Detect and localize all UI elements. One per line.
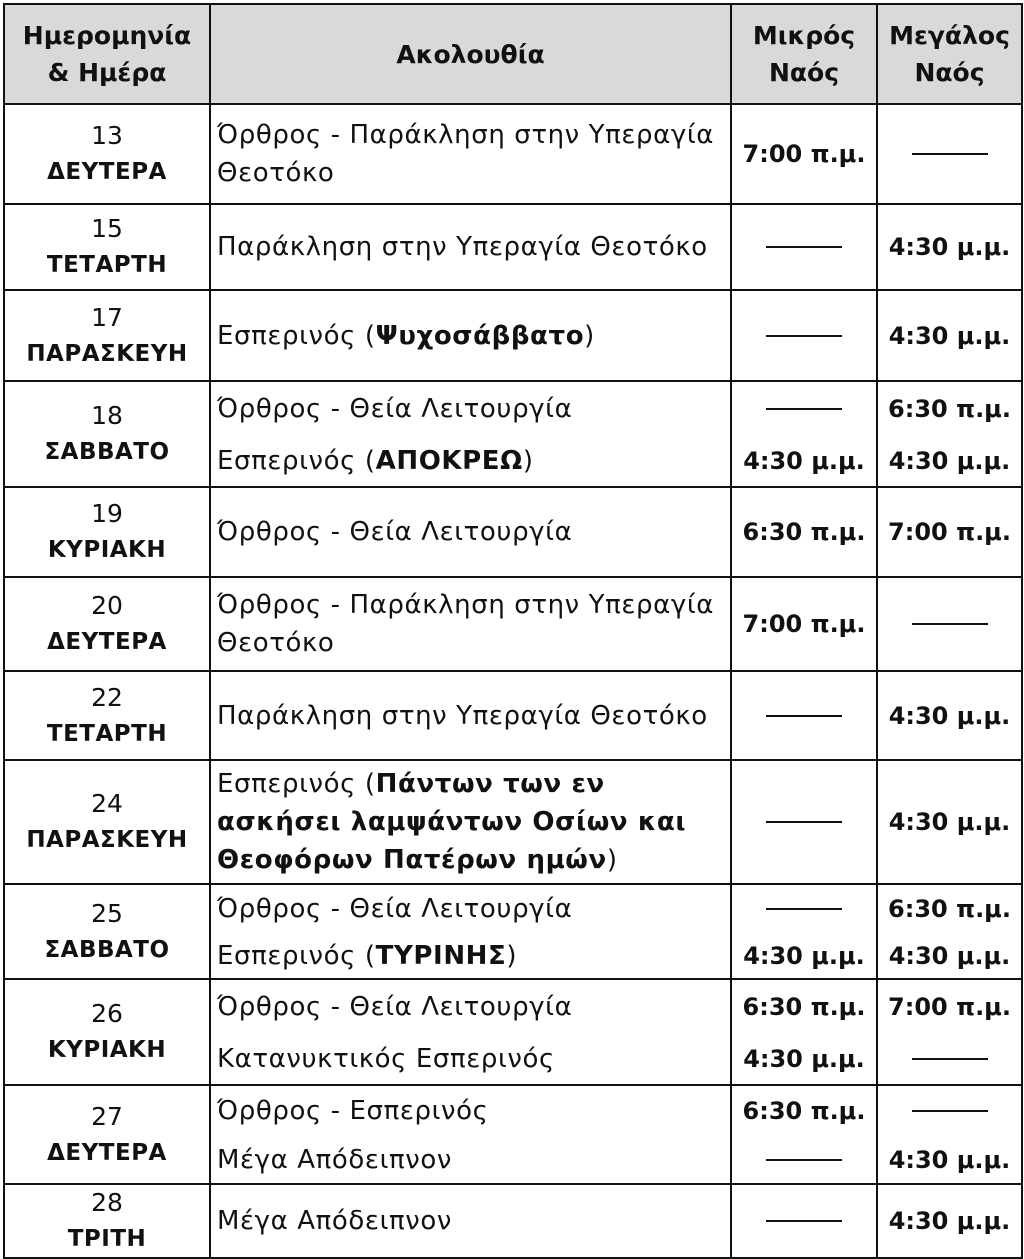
no-service-dash	[912, 623, 988, 625]
no-service-dash	[766, 1159, 842, 1161]
header-big-line-2: Ναός	[914, 58, 985, 87]
no-service-dash	[766, 1220, 842, 1222]
date-number: 24	[91, 789, 123, 818]
small-church-time-cell	[731, 1085, 877, 1184]
service-line	[217, 1136, 730, 1183]
day-name: ΣΑΒΒΑΤΟ	[44, 936, 170, 963]
day-name: ΔΕΥΤΕΡΑ	[47, 159, 167, 185]
big-church-time-cell	[877, 671, 1022, 760]
service-name: )	[584, 320, 595, 351]
big-church-time-slot	[878, 436, 1021, 486]
no-service-dash	[766, 246, 842, 248]
no-service-dash	[766, 335, 842, 337]
big-church-time-slot	[878, 291, 1021, 380]
date-number: 18	[91, 401, 123, 430]
service-feast-name: Πάντων των εν ασκήσει λαμψάντων Οσίων και Θεοφόρων Πατέρων ημών	[217, 769, 687, 875]
service-cell	[210, 290, 731, 381]
service-cell	[210, 381, 731, 487]
service-text	[217, 890, 572, 928]
service-cell	[210, 760, 731, 884]
big-church-time-slot	[878, 1186, 1021, 1256]
date-cell	[4, 979, 210, 1085]
schedule-row	[4, 1184, 1022, 1258]
service-name: Όρθρος - Παράκληση στην Υπεραγία Θεοτόκο	[217, 590, 715, 658]
service-name: )	[522, 446, 534, 476]
date-number: 26	[91, 999, 123, 1028]
service-name: Παράκληση στην Υπεραγία Θεοτόκο	[217, 232, 708, 262]
big-church-time-slot	[878, 488, 1021, 576]
small-church-time-cell	[731, 104, 877, 204]
service-line	[217, 205, 730, 289]
service-feast-name: Ψυχοσάββατο	[375, 320, 585, 351]
service-line	[217, 885, 730, 933]
service-line	[217, 672, 730, 759]
small-church-time-cell	[731, 884, 877, 979]
header-date-line-2: & Ημέρα	[47, 58, 167, 87]
date-number: 15	[91, 214, 123, 243]
big-church-time: 7:00 π.μ.	[888, 518, 1011, 546]
small-church-time-slot	[732, 1186, 876, 1256]
big-church-time-cell	[877, 381, 1022, 487]
service-line	[217, 933, 730, 978]
day-name: ΚΥΡΙΑΚΗ	[47, 537, 167, 563]
small-church-time-slot	[732, 672, 876, 759]
date-cell	[4, 671, 210, 760]
date-number: 28	[91, 1188, 123, 1217]
no-service-dash	[766, 715, 842, 717]
small-church-time-cell	[731, 381, 877, 487]
small-church-time-slot	[732, 291, 876, 380]
schedule-row	[4, 487, 1022, 577]
header-small-line-2: Ναός	[768, 58, 840, 87]
day-name: ΠΑΡΑΣΚΕΥΗ	[26, 340, 188, 367]
schedule-row	[4, 104, 1022, 204]
schedule-row	[4, 979, 1022, 1085]
day-name: ΣΑΒΒΑΤΟ	[44, 439, 170, 465]
small-church-time-slot	[732, 980, 876, 1034]
big-church-time-cell	[877, 979, 1022, 1085]
small-church-time-slot	[732, 436, 876, 486]
big-church-time: 4:30 μ.μ.	[888, 321, 1011, 350]
big-church-time: 4:30 μ.μ.	[888, 447, 1011, 475]
small-church-time-cell	[731, 760, 877, 884]
header-big-line-1: Μεγάλος	[889, 21, 1010, 50]
big-church-time-slot	[878, 933, 1021, 978]
service-line	[217, 1086, 730, 1136]
big-church-time-slot	[878, 578, 1021, 670]
schedule-row	[4, 1085, 1022, 1184]
date-number: 25	[91, 898, 123, 928]
small-church-time: 4:30 μ.μ.	[743, 447, 865, 475]
big-church-time-cell	[877, 884, 1022, 979]
schedule-row	[4, 884, 1022, 979]
service-text	[217, 937, 517, 975]
service-text	[217, 586, 730, 662]
small-church-time: 4:30 μ.μ.	[743, 941, 865, 970]
service-line	[217, 980, 730, 1034]
small-church-time: 4:30 μ.μ.	[743, 1045, 865, 1073]
service-name: Όρθρος - Εσπερινός	[217, 1096, 489, 1126]
small-church-time-slot	[732, 115, 876, 193]
service-text	[217, 1141, 452, 1179]
service-line	[217, 488, 730, 576]
service-line	[217, 1186, 730, 1256]
service-text	[217, 228, 708, 266]
service-cell	[210, 884, 731, 979]
service-line	[217, 1034, 730, 1084]
date-number: 19	[91, 499, 123, 528]
service-name: Όρθρος - Θεία Λειτουργία	[217, 394, 573, 424]
service-text	[217, 765, 730, 879]
service-name: Όρθρος - Θεία Λειτουργία	[217, 894, 573, 924]
schedule-row	[4, 381, 1022, 487]
big-church-time-slot	[878, 1034, 1021, 1084]
small-church-time-cell	[731, 1184, 877, 1258]
date-number: 22	[91, 682, 123, 712]
big-church-time-slot	[878, 115, 1021, 193]
header-service: Ακολουθία	[210, 4, 731, 104]
header-date-line-1: Ημερομηνία	[22, 21, 192, 50]
service-name: Παράκληση στην Υπεραγία Θεοτόκο	[217, 700, 708, 731]
big-church-time-cell	[877, 290, 1022, 381]
date-cell	[4, 204, 210, 290]
date-cell	[4, 290, 210, 381]
day-name: ΔΕΥΤΕΡΑ	[47, 629, 167, 655]
schedule-row	[4, 671, 1022, 760]
small-church-time-slot	[732, 578, 876, 670]
service-cell	[210, 204, 731, 290]
service-cell	[210, 1184, 731, 1258]
date-cell	[4, 1184, 210, 1258]
schedule-table	[3, 3, 1023, 1259]
big-church-time-slot	[878, 205, 1021, 289]
service-name: Εσπερινός (	[217, 940, 376, 971]
small-church-time-cell	[731, 290, 877, 381]
day-name: ΚΥΡΙΑΚΗ	[47, 1037, 167, 1063]
service-text	[217, 988, 572, 1026]
small-church-time-slot	[732, 1136, 876, 1183]
small-church-time: 6:30 π.μ.	[742, 518, 866, 546]
service-name: Εσπερινός (	[217, 769, 376, 799]
service-cell	[210, 979, 731, 1085]
big-church-time: 4:30 μ.μ.	[888, 808, 1011, 836]
service-text	[217, 697, 708, 735]
service-text	[217, 513, 572, 551]
service-name: Κατανυκτικός Εσπερινός	[217, 1044, 555, 1074]
service-name: Μέγα Απόδειπνον	[217, 1206, 452, 1236]
service-line	[217, 115, 730, 193]
service-text	[217, 1202, 452, 1240]
small-church-time-slot	[732, 382, 876, 436]
small-church-time-slot	[732, 205, 876, 289]
big-church-time-slot	[878, 885, 1021, 933]
service-line	[217, 291, 730, 380]
service-text	[217, 442, 534, 480]
service-text	[217, 390, 572, 428]
small-church-time: 6:30 π.μ.	[742, 1097, 866, 1125]
service-line	[217, 436, 730, 486]
date-number: 27	[91, 1101, 123, 1131]
big-church-time: 4:30 μ.μ.	[888, 1207, 1011, 1235]
small-church-time-slot	[732, 761, 876, 883]
big-church-time: 4:30 μ.μ.	[888, 701, 1011, 730]
big-church-time-cell	[877, 204, 1022, 290]
date-cell	[4, 487, 210, 577]
date-cell	[4, 884, 210, 979]
big-church-time: 4:30 μ.μ.	[888, 1145, 1011, 1174]
day-name: ΔΕΥΤΕΡΑ	[47, 1139, 167, 1166]
schedule-row	[4, 204, 1022, 290]
small-church-time-slot	[732, 1034, 876, 1084]
date-number: 17	[91, 302, 123, 332]
service-name: Όρθρος - Θεία Λειτουργία	[217, 517, 573, 547]
day-name: ΤΕΤΑΡΤΗ	[46, 720, 168, 747]
service-cell	[210, 487, 731, 577]
big-church-time-slot	[878, 1086, 1021, 1136]
service-cell	[210, 671, 731, 760]
date-number: 13	[91, 121, 123, 150]
date-cell	[4, 1085, 210, 1184]
schedule-body	[4, 104, 1022, 1258]
small-church-time-cell	[731, 487, 877, 577]
schedule-row	[4, 290, 1022, 381]
header-row	[4, 4, 1022, 104]
small-church-time-slot	[732, 933, 876, 978]
big-church-time: 7:00 π.μ.	[888, 993, 1011, 1021]
service-text	[217, 1040, 555, 1078]
service-feast-name: ΤΥΡΙΝΗΣ	[375, 940, 507, 971]
service-feast-name: ΑΠΟΚΡΕΩ	[375, 446, 523, 476]
service-line	[217, 578, 730, 670]
service-cell	[210, 104, 731, 204]
schedule-row	[4, 577, 1022, 671]
big-church-time-slot	[878, 672, 1021, 759]
small-church-time-slot	[732, 1086, 876, 1136]
date-cell	[4, 381, 210, 487]
header-big-church	[877, 4, 1022, 104]
date-number: 20	[91, 591, 123, 620]
service-text	[217, 116, 730, 192]
no-service-dash	[912, 1110, 988, 1112]
no-service-dash	[912, 153, 988, 155]
service-cell	[210, 577, 731, 671]
small-church-time: 6:30 π.μ.	[742, 993, 866, 1021]
no-service-dash	[912, 1058, 988, 1060]
big-church-time: 4:30 μ.μ.	[888, 941, 1011, 970]
service-name: Μέγα Απόδειπνον	[217, 1144, 452, 1175]
big-church-time-cell	[877, 1184, 1022, 1258]
service-name: )	[506, 940, 518, 971]
small-church-time-cell	[731, 577, 877, 671]
header-date	[4, 4, 210, 104]
small-church-time-cell	[731, 204, 877, 290]
service-line	[217, 761, 730, 883]
service-cell	[210, 1085, 731, 1184]
small-church-time-slot	[732, 488, 876, 576]
service-name: Εσπερινός (	[217, 446, 376, 476]
service-name: Όρθρος - Παράκληση στην Υπεραγία Θεοτόκο	[217, 120, 715, 188]
service-text	[217, 317, 595, 355]
small-church-time: 7:00 π.μ.	[742, 610, 866, 638]
service-name: Εσπερινός (	[217, 320, 376, 351]
small-church-time: 7:00 π.μ.	[742, 140, 866, 168]
service-name: Όρθρος - Θεία Λειτουργία	[217, 992, 573, 1022]
big-church-time-slot	[878, 382, 1021, 436]
big-church-time-slot	[878, 980, 1021, 1034]
no-service-dash	[766, 908, 842, 910]
big-church-time-cell	[877, 104, 1022, 204]
service-line	[217, 382, 730, 436]
header-small-line-1: Μικρός	[752, 21, 856, 50]
service-name: )	[606, 845, 618, 875]
date-cell	[4, 577, 210, 671]
big-church-time-cell	[877, 487, 1022, 577]
date-cell	[4, 104, 210, 204]
big-church-time-cell	[877, 577, 1022, 671]
small-church-time-slot	[732, 885, 876, 933]
day-name: ΤΡΙΤΗ	[67, 1226, 147, 1252]
big-church-time-slot	[878, 1136, 1021, 1183]
small-church-time-cell	[731, 671, 877, 760]
big-church-time-cell	[877, 1085, 1022, 1184]
big-church-time-cell	[877, 760, 1022, 884]
big-church-time: 6:30 π.μ.	[888, 395, 1011, 423]
header-small-church	[731, 4, 877, 104]
schedule-row	[4, 760, 1022, 884]
service-text	[217, 1092, 489, 1130]
big-church-time: 4:30 μ.μ.	[888, 233, 1011, 261]
no-service-dash	[766, 821, 842, 823]
no-service-dash	[766, 408, 842, 410]
day-name: ΤΕΤΑΡΤΗ	[46, 252, 168, 278]
big-church-time: 6:30 π.μ.	[888, 895, 1011, 923]
small-church-time-cell	[731, 979, 877, 1085]
big-church-time-slot	[878, 761, 1021, 883]
date-cell	[4, 760, 210, 884]
day-name: ΠΑΡΑΣΚΕΥΗ	[26, 827, 188, 853]
